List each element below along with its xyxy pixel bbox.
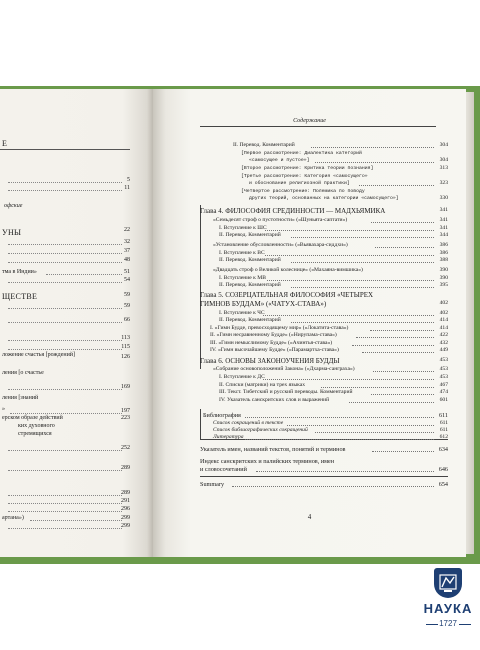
left-fragment: ложение счастья [рождений] xyxy=(2,352,76,358)
publisher-logo xyxy=(418,568,480,650)
page-stack-edge xyxy=(466,92,474,554)
left-fragment: ерском образе действий xyxy=(2,415,63,421)
section-rule xyxy=(200,476,448,477)
running-header: Содержание xyxy=(293,118,326,124)
section-bracket xyxy=(200,409,201,439)
left-fragment: стремящихся xyxy=(18,431,52,437)
publisher-name: НАУКА xyxy=(423,601,473,616)
left-fragment: офские xyxy=(4,203,23,209)
year-rule-right xyxy=(459,624,471,625)
chapter-heading: ГИМНОВ БУДДАМ» («ЧАТУХ-СТАВА») xyxy=(200,300,327,308)
chapter-heading: Глава 6. ОСНОВЫ ЗАКОНОУЧЕНИЯ БУДДЫ xyxy=(200,357,340,365)
header-rule xyxy=(200,126,436,127)
chapter-bracket xyxy=(200,205,201,369)
chapter-heading: Глава 5. СОЗЕРЦАТЕЛЬНАЯ ФИЛОСОФИЯ «ЧЕТЫРЕХ xyxy=(200,291,374,299)
left-fragment: ления [о счастье xyxy=(2,370,44,376)
left-fragment: ления [знаний xyxy=(2,395,39,401)
left-fragment-heading: Е xyxy=(2,139,8,148)
left-fragment: ких духовного xyxy=(18,423,55,429)
publisher-year: 1727 xyxy=(439,619,457,628)
left-rule xyxy=(0,149,130,150)
open-book xyxy=(0,86,480,564)
publisher-emblem-icon xyxy=(434,568,462,598)
right-page: Содержание II. Перевод. Комментарий 304 [Первое рассмотрение: Диалектика категорий «самосущее и пустое»] 304 [Второе рассмотрение: Критика теории познания] 313 [Третье рассмотрение: Категория «самосущего» и обоснование религиозной практики] 323 [Четвертое рассмотрение: Полемика по поводу других теорий, основанных на категории «самосущего»] 330 Глава 4. ФИЛОСОФИЯ СРЕДИННОСТИ — МАДХЬЯМИКА 341 «Семьдесят строф о пустотности» («Шуньята-саптати») 341 I. Вступление к ШС 341 II. Перевод. Комментарий 344 «Установление обусловленности» («Вьявахара-сиддхи») 386 I. Вступление к ВС 386 II. Перевод. Комментарий 388 «Двадцать строф о Великой колеснице» («Махаяна-вимшика») 390 I. Вступление к МВ 390 II. Перевод. Комментарий 395 Глава 5. СОЗЕРЦАТЕЛЬНАЯ ФИЛОСОФИЯ «ЧЕТЫРЕХ ГИМНОВ БУДДАМ» («ЧАТУХ-СТАВА») 402 I. Вступление к ЧС 402 II. Перевод. Комментарий 414 I. «Гимн Будде, превосходящему мир» («Локатита-става») 414 II. «Гимн несравненному Будде» («Нирупама-става») 422 III. «Гимн немыслимому Будде» («Ачинтья-става») 432 IV. «Гимн высочайшему Будде» («Парамартха-става») 449 Глава 6. ОСНОВЫ ЗАКОНОУЧЕНИЯ БУДДЫ 453 «Собрание основоположений Закона» («Дхарма-санграха») 453 I. Вступление к ДС 453 II. Списки (матрики) на трех языках 467 III. Текст. Тибетский и русский переводы. Комментарий 474 IV. Указатель санскритских слов и выражений 601 Библиография 611 Список сокращений в тексте 611 Список библиографических сокращений 611 Литература 612 Указатель имен, названий текстов, понятий и терминов 634 Индекс санскритских и палийских терминов, имен и словосочетаний 646 Summary 654 4 xyxy=(153,89,466,557)
left-fragment-heading: ЩЕСТВЕ xyxy=(2,292,38,301)
page-number: 4 xyxy=(307,513,312,521)
left-page: Е 5 11 офские УНЫ 22 32 37 48 тма в Индии» 51 54 ЩЕСТВЕ 59 59 66 113 115 ложение счастья [рождений] 126 ления [о счастье 169 ления [знаний » 197 ерском образе действий 223 ких духовного стремящихся 252 289 289 291 296 артана») 299 299 xyxy=(0,89,153,557)
left-fragment: » xyxy=(2,406,5,412)
chapter-heading: Глава 4. ФИЛОСОФИЯ СРЕДИННОСТИ — МАДХЬЯМИКА xyxy=(200,207,386,215)
left-fragment-heading: УНЫ xyxy=(2,228,22,237)
